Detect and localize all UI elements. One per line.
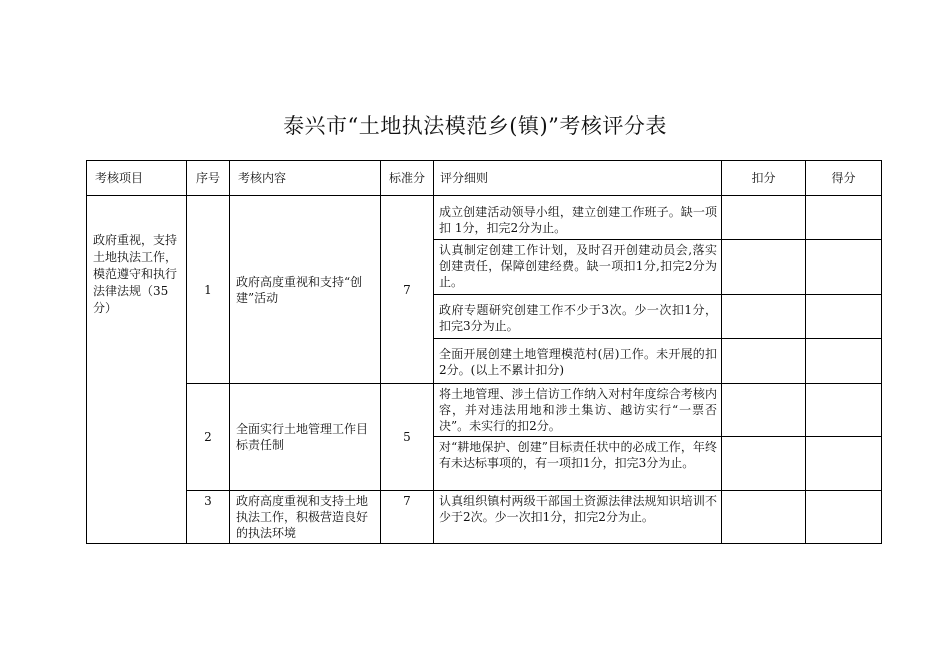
group-3-get-1 [805,490,882,544]
header-deduct: 扣分 [721,160,806,196]
group-1-detail-3: 政府专题研究创建工作不少于3次。少一次扣1分，扣完3分为止。 [433,294,722,339]
group-2-deduct-2 [721,436,806,491]
header-get: 得分 [805,160,882,196]
group-3-seq: 3 [186,490,230,544]
group-2-get-1 [805,383,882,437]
group-1-detail-4: 全面开展创建土地管理模范村(居)工作。未开展的扣2分。(以上不累计扣分) [433,338,722,384]
group-2-deduct-1 [721,383,806,437]
group-1-deduct-2 [721,239,806,295]
group-2-detail-1: 将土地管理、涉土信访工作纳入对村年度综合考核内容，并对违法用地和涉土集访、越访实行“一票否决”。未实行的扣2分。 [433,383,722,437]
group-3-content: 政府高度重视和支持土地执法工作，积极营造良好的执法环境 [229,490,381,544]
header-content: 考核内容 [229,160,381,196]
group-2-get-2 [805,436,882,491]
group-1-get-1 [805,195,882,240]
group-2-detail-2: 对“耕地保护、创建”目标责任状中的必成工作，年终有未达标事项的，有一项扣1分，扣完3分为止。 [433,436,722,491]
group-3-detail-1: 认真组织镇村两级干部国土资源法律法规知识培训不少于2次。少一次扣1分，扣完2分为止。 [433,490,722,544]
group-1-content: 政府高度重视和支持“创建”活动 [229,195,381,384]
group-3-score: 7 [380,490,434,544]
group-1-deduct-3 [721,294,806,339]
group-3-deduct-1 [721,490,806,544]
group-2-content: 全面实行土地管理工作目标责任制 [229,383,381,491]
header-score: 标准分 [380,160,434,196]
category-cell: 政府重视，支持土地执法工作，模范遵守和执行法律法规（35分） [86,195,187,544]
group-1-get-2 [805,239,882,295]
header-detail: 评分细则 [433,160,722,196]
group-1-detail-2: 认真制定创建工作计划，及时召开创建动员会,落实创建责任，保障创建经费。缺一项扣1分,扣完2分为止。 [433,239,722,295]
group-1-deduct-4 [721,338,806,384]
score-table [86,160,882,544]
group-1-get-3 [805,294,882,339]
group-2-score: 5 [380,383,434,491]
header-seq: 序号 [186,160,230,196]
group-1-score: 7 [380,195,434,384]
group-1-detail-1: 成立创建活动领导小组，建立创建工作班子。缺一项扣 1分，扣完2分为止。 [433,195,722,240]
group-2-seq: 2 [186,383,230,491]
page-title: 泰兴市“土地执法模范乡(镇)”考核评分表 [283,114,667,138]
group-1-get-4 [805,338,882,384]
group-1-deduct-1 [721,195,806,240]
header-project: 考核项目 [86,160,187,196]
group-1-seq: 1 [186,195,230,384]
